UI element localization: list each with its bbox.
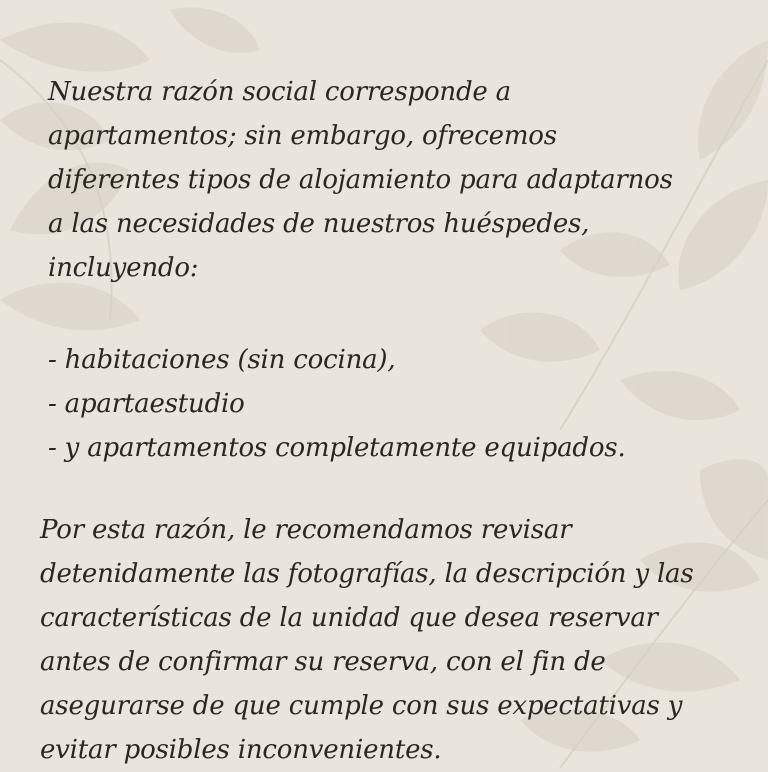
list-item: - apartaestudio [48,389,245,419]
intro-line: apartamentos; sin embargo, ofrecemos [48,121,557,151]
list-item: - y apartamentos completamente equipados. [48,433,626,463]
intro-line: incluyendo: [48,253,199,283]
intro-line: diferentes tipos de alojamiento para adaptarnos [48,165,673,195]
closing-line: características de la unidad que desea reservar [40,603,658,633]
intro-line: Nuestra razón social corresponde a [48,77,511,107]
list-item: - habitaciones (sin cocina), [48,345,396,375]
closing-line: antes de confirmar su reserva, con el fin de [40,647,606,677]
intro-paragraph [48,70,673,290]
closing-line: detenidamente las fotografías, la descripción y las [40,559,694,589]
closing-line: Por esta razón, le recomendamos revisar [40,515,572,545]
accommodation-type-list [48,338,626,470]
intro-line: a las necesidades de nuestros huéspedes, [48,209,590,239]
closing-line: asegurarse de que cumple con sus expectativas y [40,691,683,721]
closing-paragraph [40,508,694,772]
closing-line: evitar posibles inconvenientes. [40,735,442,765]
